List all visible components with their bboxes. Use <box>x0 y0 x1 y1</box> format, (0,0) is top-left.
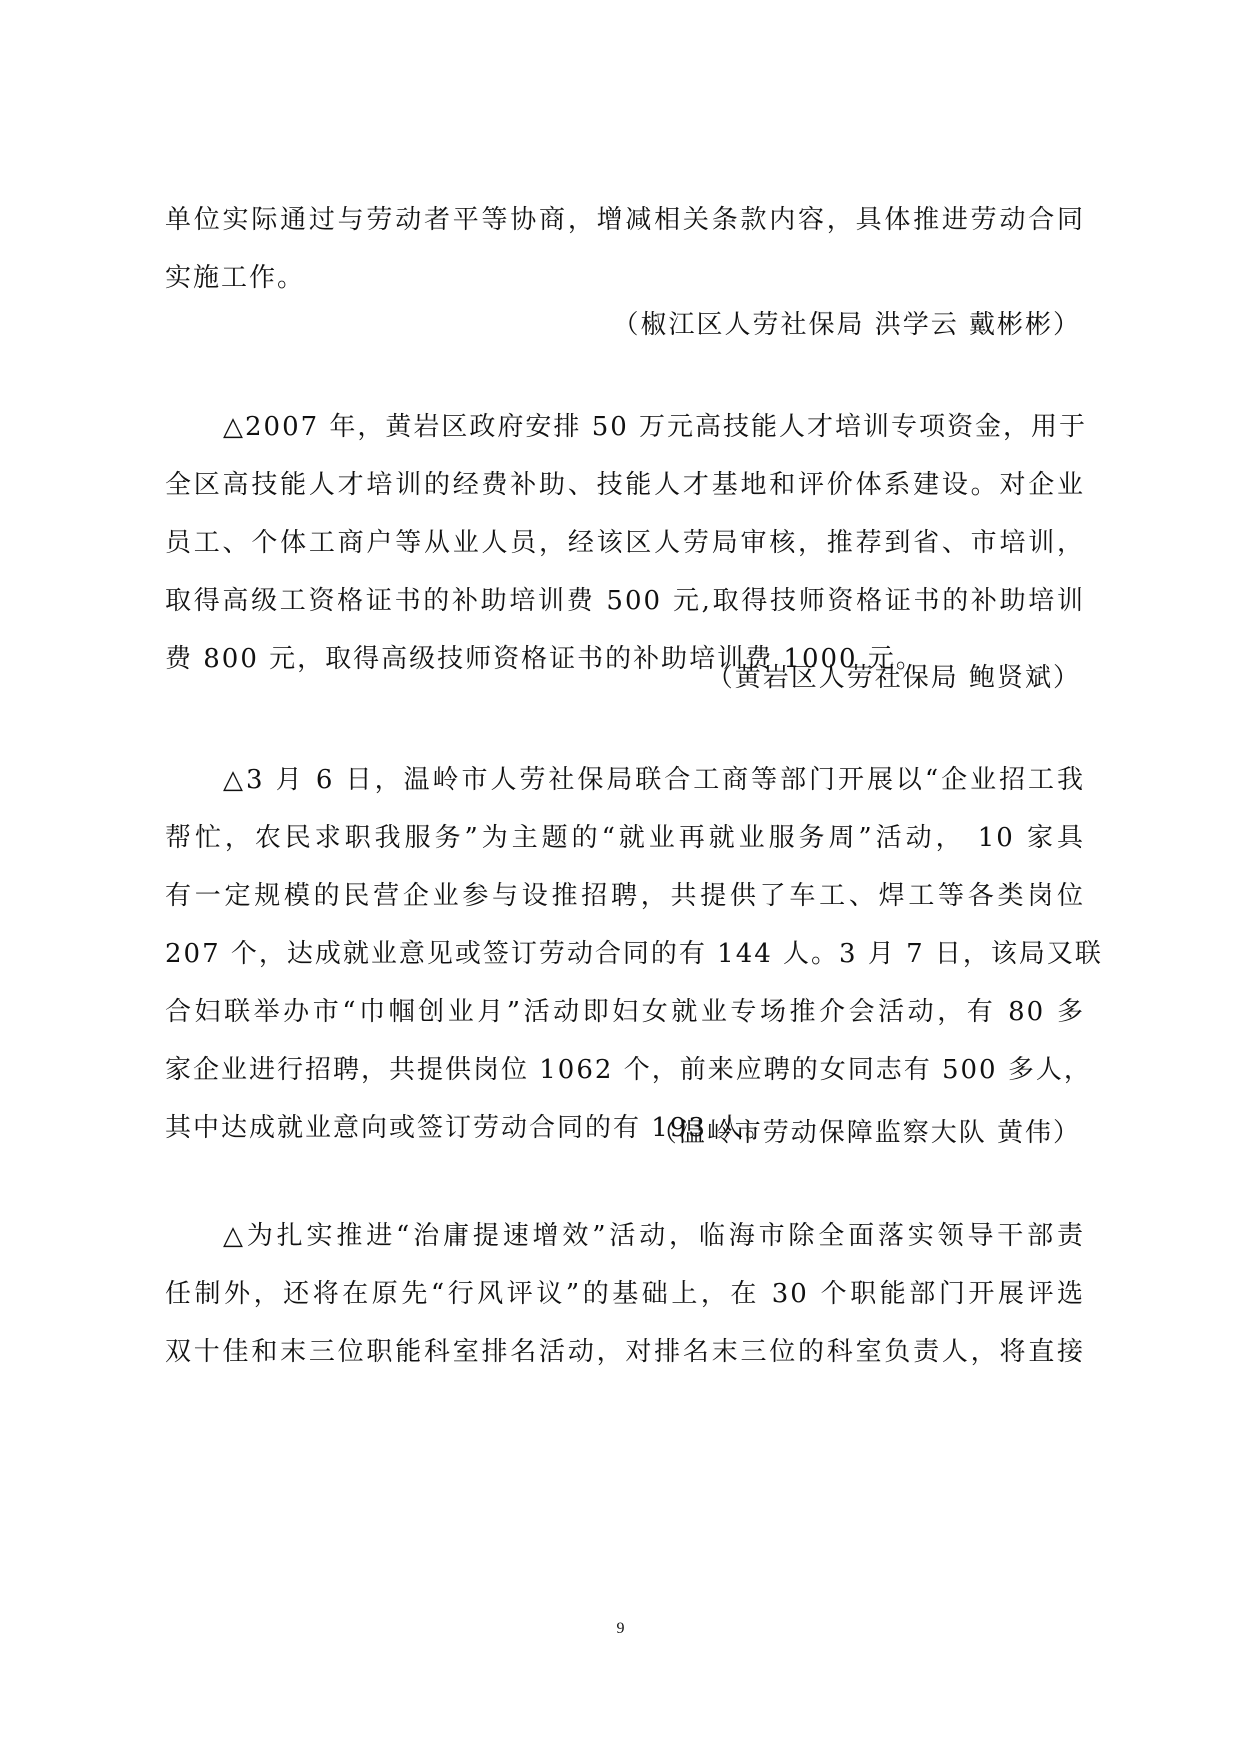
text-line: 任制外，还将在原先“行风评议”的基础上，在 30 个职能部门开展评选 <box>165 1279 1085 1309</box>
text-line: 取得高级工资格证书的补助培训费 500 元,取得技师资格证书的补助培训 <box>165 586 1085 616</box>
text-line: 费 800 元，取得高级技师资格证书的补助培训费 1000 元。 <box>165 644 924 674</box>
signature-1: （椒江区人劳社保局 洪学云 戴彬彬） <box>612 310 1081 340</box>
paragraph-4 <box>165 1207 1085 1381</box>
paragraph-1 <box>165 191 1085 307</box>
paragraph-2 <box>165 398 1088 688</box>
text-line: 员工、个体工商户等从业人员，经该区人劳局审核，推荐到省、市培训， <box>165 528 1085 558</box>
paragraph-3 <box>165 751 1103 1157</box>
text-line: 家企业进行招聘，共提供岗位 1062 个，前来应聘的女同志有 500 多人， <box>165 1055 1092 1085</box>
text-line: 其中达成就业意向或签订劳动合同的有 193 人。 <box>165 1113 774 1143</box>
text-line: 全区高技能人才培训的经费补助、技能人才基地和评价体系建设。对企业 <box>165 470 1085 500</box>
text-line: 合妇联举办市“巾帼创业月”活动即妇女就业专场推介会活动，有 80 多 <box>165 997 1085 1027</box>
text-line: △3 月 6 日，温岭市人劳社保局联合工商等部门开展以“企业招工我 <box>223 765 1085 795</box>
text-line: 双十佳和末三位职能科室排名活动，对排名末三位的科室负责人，将直接 <box>165 1337 1085 1367</box>
text-line: 实施工作。 <box>165 263 306 293</box>
text-line: 207 个，达成就业意见或签订劳动合同的有 144 人。3 月 7 日，该局又联 <box>165 939 1103 969</box>
page-number: 9 <box>616 1620 625 1637</box>
text-line: 帮忙，农民求职我服务”为主题的“就业再就业服务周”活动， 10 家具 <box>165 823 1085 853</box>
signature-3: （温岭市劳动保障监察大队 黄伟） <box>650 1118 1081 1148</box>
text-line: 单位实际通过与劳动者平等协商，增减相关条款内容，具体推进劳动合同 <box>165 205 1085 235</box>
text-line: 有一定规模的民营企业参与设推招聘，共提供了车工、焊工等各类岗位 <box>165 881 1085 911</box>
text-line: △为扎实推进“治庸提速增效”活动，临海市除全面落实领导干部责 <box>223 1221 1085 1251</box>
signature-2: （黄岩区人劳社保局 鲍贤斌） <box>706 663 1081 693</box>
text-line: △2007 年，黄岩区政府安排 50 万元高技能人才培训专项资金，用于 <box>223 412 1088 442</box>
